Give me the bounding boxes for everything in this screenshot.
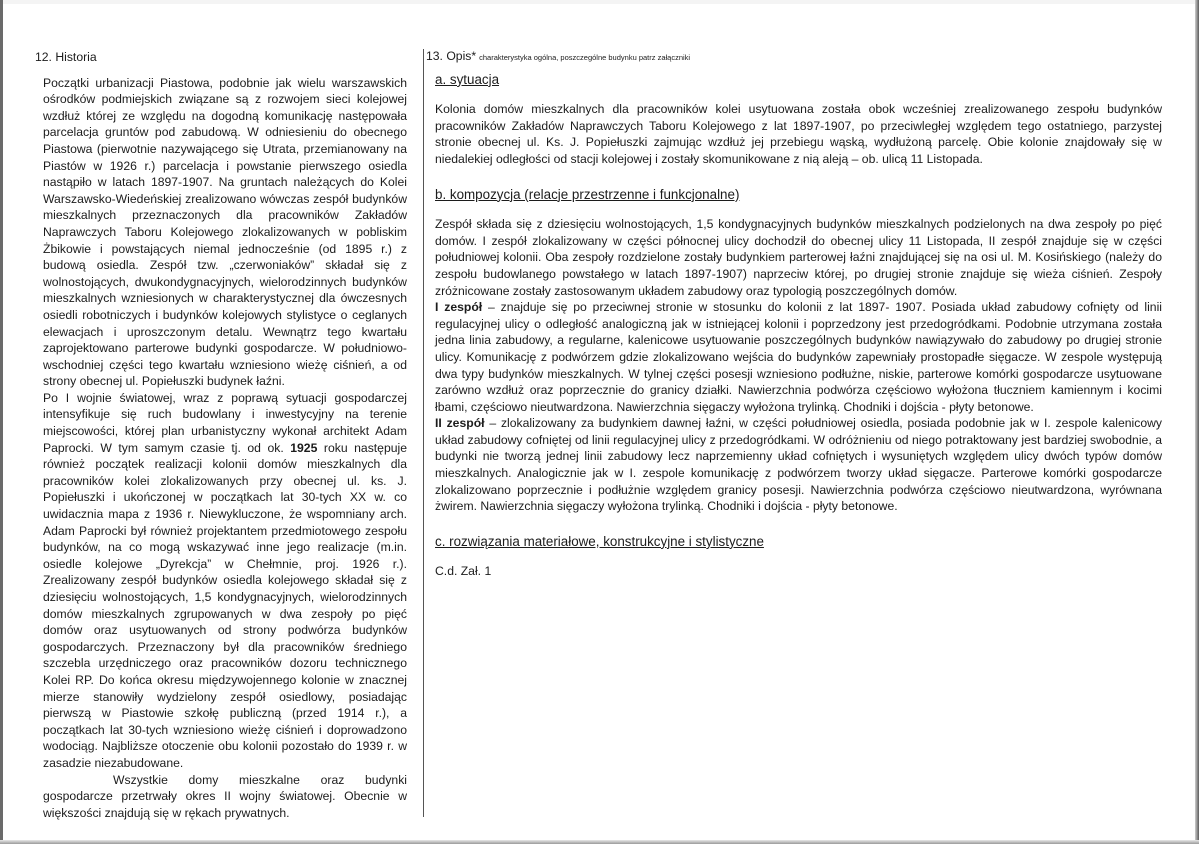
heading-rozwiazania: c. rozwiązania materiałowe, konstrukcyjne i stylistyczne bbox=[435, 533, 764, 549]
historia-paragraph-1: Początki urbanizacji Piastowa, podobnie jak wielu warszawskich ośrodków podmiejskich związane są z rozwojem sieci kolejowej wzdłuż której ze względu na dogodną komunikację następowała parcelacja gruntów pod zabudową. W odniesieniu do obecnego Piastowa (pierwotnie nazywającego się Utrata, przemianowany na Piastów w 1926 r.) parcelacja i powstanie pierwszego osiedla nastąpiło w latach 1897-1907. Na gruntach należących do Kolei Warszawsko-Wiedeńskiej zrealizowano wówczas zespół budynków mieszkalnych przeznaczonych dla pracowników Zakładów Naprawczych Taboru Kolejowego zlokalizowanych w pobliskim Żbikowie i powstających niemal jednocześnie (od 1895 r.) z budową osiedla. Zespół tzw. „czerwoniaków” składał się z wolnostojących, dwukondygnacyjnych, wielorodzinnych budynków mieszkalnych wzniesionych w charakterystycznej dla ówczesnych osiedli robotniczych i budynków kolejowych stylistyce o ceglanych elewacjach i uproszczonym detalu. Wewnątrz tego kwartału zaprojektowano parterowe budynki gospodarcze. W południowo-wschodniej części tego kwartału wzniesiono wieżę ciśnień, a od strony obecnej ul. Popiełuszki budynek łaźni. bbox=[43, 75, 407, 389]
section-title-historia: 12. Historia bbox=[35, 50, 97, 64]
section-title-opis bbox=[426, 48, 1162, 67]
historia-column bbox=[35, 49, 407, 821]
section-c-rozwiazania bbox=[435, 534, 1162, 580]
kompozycja-zespol-1 bbox=[435, 299, 1162, 415]
opis-title-label: 13. Opis* bbox=[426, 49, 477, 63]
historia-paragraph-3: Wszystkie domy mieszkalne oraz budynki gospodarcze przetrwały okres II wojny światowej. Obecnie w większości znajdują się w rękach prywatnych. bbox=[43, 772, 407, 820]
zespol-1-text: – znajduje się po przeciwnej stronie w stosunku do kolonii z lat 1897- 1907. Posiada układ zabudowy cofnięty od linii regulacyjnej ulicy o odległość analogiczną jak w istniejącej kolonii i poprzedzony jest przedogródkami. Podobnie utrzymana została jedna linia zabudowy, a regularne, kalenicowe usytuowanie poszczególnych budynków nawiązywało do zabudowy po drugiej stronie ulicy. Komunikację z podwórzem gdzie zlokalizowano wejścia do budynków zapewniały prostopadłe sięgacze. W zespole występują dwa typy budynków mieszkalnych. W tylnej części posesji wzniesiono podłużne, niskie, parterowe komórki gospodarcze usytuowane zarówno wzdłuż oraz poprzecznie do granicy działki. Nawierzchnia podwórza częściowo wyłożona tłuczniem kamiennym i kocimi łbami, częściowo nieutwardzona. Nawierzchnia sięgaczy wyłożona trylinką. Chodniki i dojścia - płyty betonowe. bbox=[435, 300, 1162, 414]
historia-paragraph-2-end: roku następuje również początek realizacji kolonii domów mieszkalnych dla pracowników kolei zlokalizowanych przy obecnej ul. ks. J. Popiełuszki i ukończonej w początkach lat 30-tych XX w. co uwidacznia mapa z 1936 r. Niewykluczone, że wspomniany arch. Adam Paprocki był również projektantem przedmiotowego zespołu budynków, na co mogą wskazywać inne jego realizacje (m.in. osiedle kolejowe „Dyrekcja” w Chełmnie, proj. 1926 r.). Zrealizowany zespół budynków osiedla kolejowego składał się z dziesięciu wolnostojących, 1,5 kondygnacyjnych, wielorodzinnych domów mieszkalnych zgrupowanych w dwa zespoły po pięć domów oraz usytuowanych od strony podwórza budynków gospodarczych. Przeznaczony był dla pracowników średniego szczebla urzędniczego oraz pracowników dozoru technicznego Kolei RP. Do końca okresu międzywojennego kolonie w znacznej mierze stanowiły wydzielony zespół osiedlowy, posiadając pierwszą w Piastowie szkołę publiczną (przed 1914 r.), a początkach lat 30-tych wzniesiono wieżę ciśnień i doprowadzono wodociąg. Najbliższe otoczenie obu kolonii pozostało do 1939 r. w zasadzie niezabudowane. bbox=[43, 440, 407, 770]
kompozycja-zespol-2 bbox=[435, 415, 1162, 515]
historia-year-bold: 1925 bbox=[290, 440, 318, 455]
zespol-2-text: – zlokalizowany za budynkiem dawnej łaźni, w części południowej osiedla, posiada podobnie jak w I. zespole kalenicowy układ zabudowy cofniętej od linii regulacyjnej ulicy z przedogródkami. W odróżnieniu od niego potraktowany jest bardziej swobodnie, a budynki nie tworzą jednej linii zabudowy lecz naprzemienny układ cofniętych i wysuniętych względem ulicy dwóch typów domów mieszkalnych. Analogicznie jak w I. zespole komunikację z podwórzem tworzy układ sięgacze. Parterowe komórki gospodarcze zlokalizowano poprzecznie i podłużnie względem granicy posesji. Nawierzchnia podwórza częściowo nieutwardzona, wyrównana żwirem. Nawierzchnia sięgaczy wyłożona trylinką. Chodniki i dojścia - płyty betonowe. bbox=[435, 416, 1162, 514]
zespol-2-label: II zespół bbox=[435, 416, 485, 431]
section-b-kompozycja bbox=[435, 187, 1162, 515]
section-a-sytuacja bbox=[435, 72, 1162, 168]
historia-paragraph-2 bbox=[43, 390, 407, 772]
heading-sytuacja: a. sytuacja bbox=[435, 71, 500, 87]
kompozycja-intro: Zespół składa się z dziesięciu wolnostojących, 1,5 kondygnacyjnych budynków mieszkalnych podzielonych na dwa zespoły po pięć domów. I zespół zlokalizowany w części północnej ulicy dochodził do obecnej ulicy 11 Listopada, II zespół znajduje się w części południowej kolonii. Oba zespoły rozdzielone zostały budynkiem parterowej łaźni znajdującej się na osi ul. M. Kosińskiego (należy do zespołu budowlanego powstałego w latach 1897-1907) naprzeciw której, po drugiej stronie znajduje się wieża ciśnień. Zespoły zróżnicowane zostały zastosowanym układem zabudowy oraz typologią poszczególnych domów. bbox=[435, 217, 1162, 298]
heading-kompozycja: b. kompozycja (relacje przestrzenne i funkcjonalne) bbox=[435, 186, 740, 202]
scan-edge-right bbox=[1195, 0, 1199, 844]
rozwiazania-text: C.d. Zał. 1 bbox=[435, 564, 492, 579]
scan-edge-left bbox=[0, 0, 3, 844]
opis-column bbox=[426, 49, 1162, 599]
historia-paragraph-2-start: Po I wojnie światowej, wraz z poprawą sytuacji gospodarczej intensyfikuje się ruch budowlany i inwestycyjny na terenie miejscowości, której plan urbanistyczny wykonał architekt Adam Paprocki. W tym samym czasie tj. od ok. bbox=[43, 390, 407, 455]
scan-edge-top bbox=[0, 0, 1199, 4]
opis-title-note: charakterystyka ogólna, poszczególne budynku patrz załączniki bbox=[479, 53, 691, 62]
zespol-1-label: I zespół bbox=[435, 300, 483, 315]
scan-edge-bottom bbox=[0, 840, 1199, 844]
sytuacja-text: Kolonia domów mieszkalnych dla pracowników kolei usytuowana została obok wcześniej zrealizowanego zespołu budynków pracowników Zakładów Naprawczych Taboru Kolejowego z lat 1897-1907, po przeciwległej względem tego ostatniego, parzystej stronie obecnej ul. Ks. J. Popiełuszki zajmując wzdłuż jej przebiegu wąską, wydłużoną parcelę. Obie kolonie znajdowały się w niedalekiej odległości od stacji kolejowej i zostały skomunikowane z nią aleją – ob. ulicą 11 Listopada. bbox=[435, 102, 1162, 166]
column-divider bbox=[423, 49, 424, 817]
